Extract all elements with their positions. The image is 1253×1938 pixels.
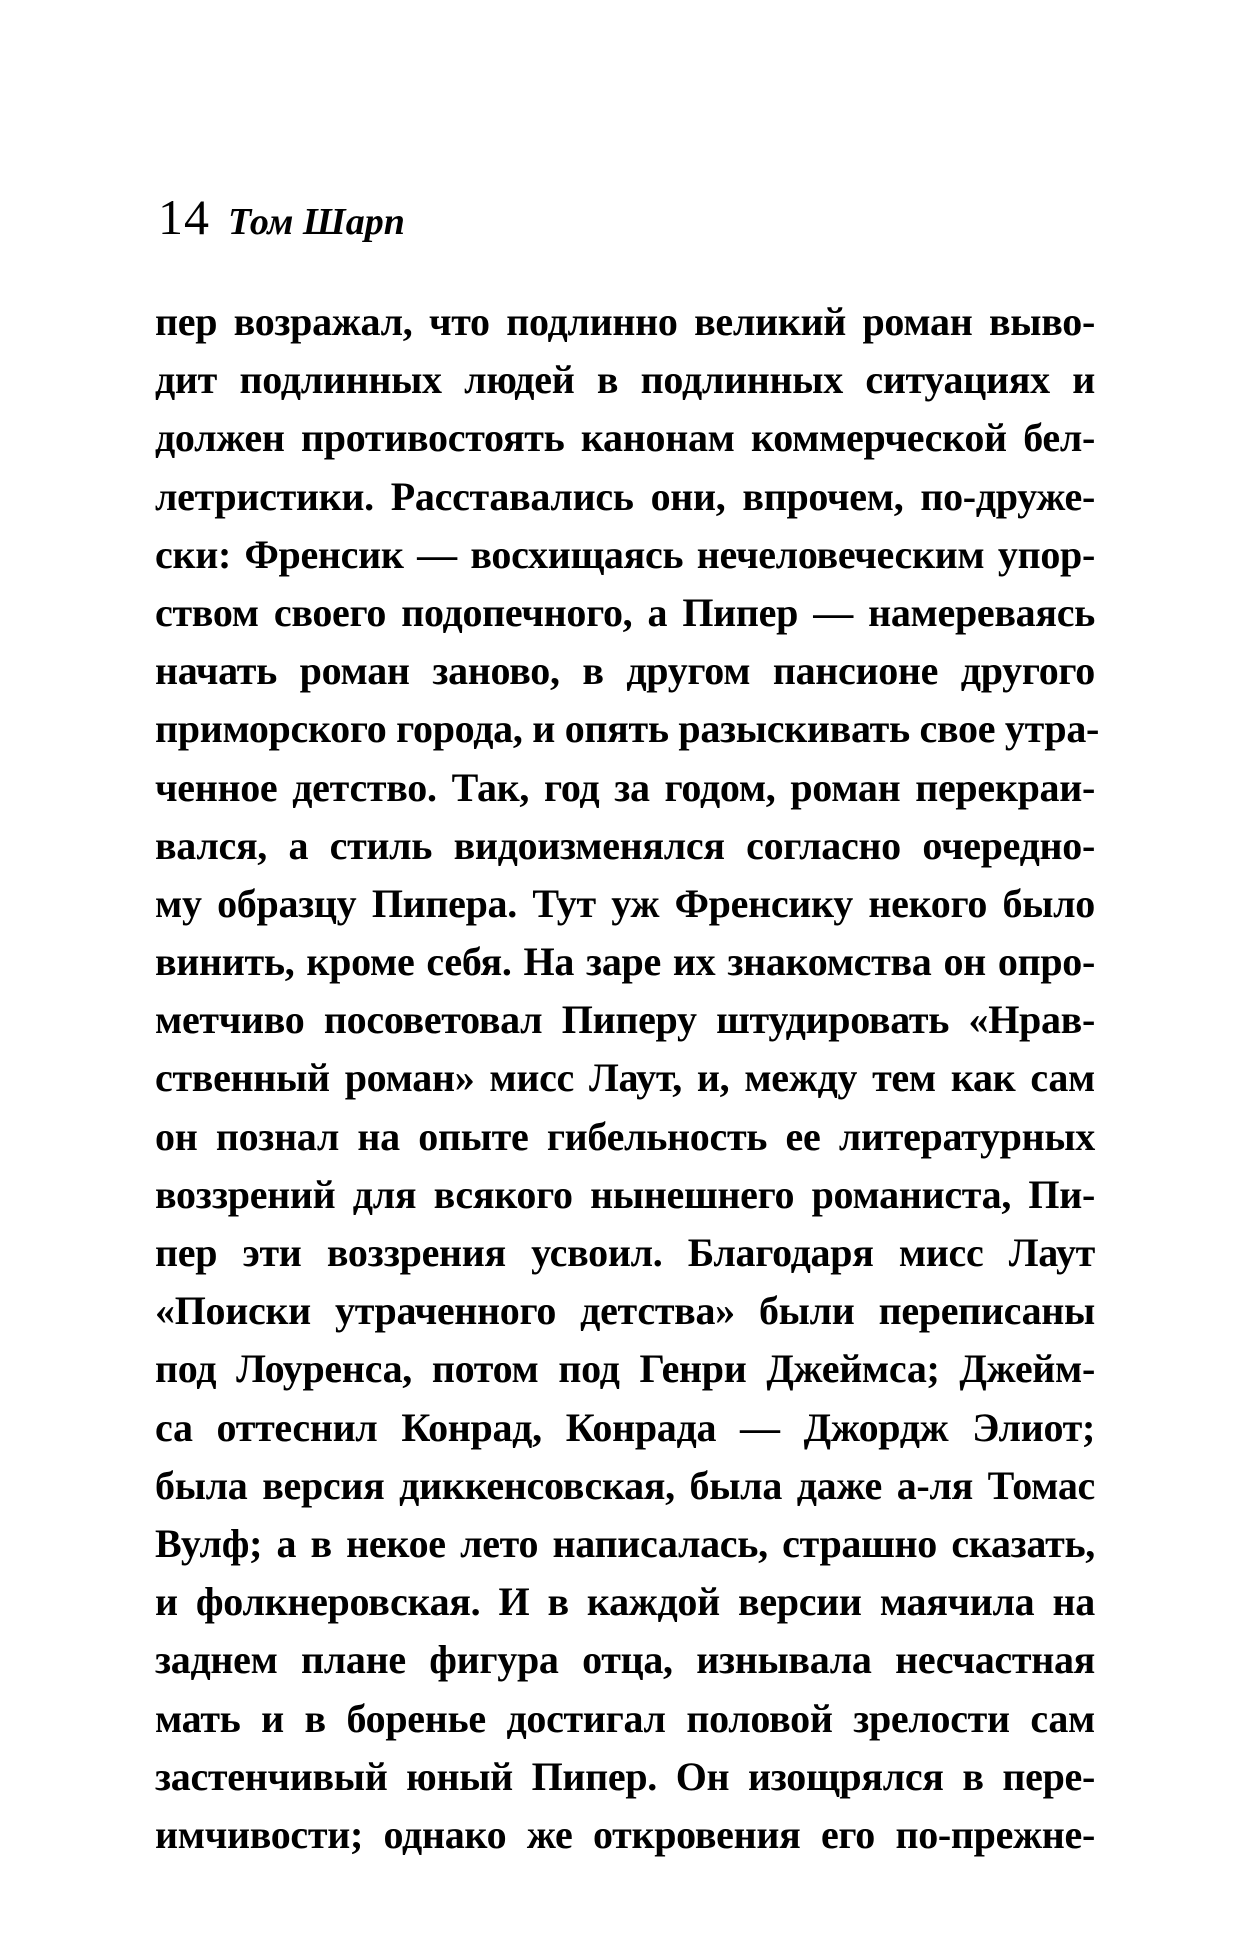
text-line: «Поиски утраченного детства» были переписаны xyxy=(155,1288,1095,1334)
text-line: винить, кроме себя. На заре их знакомства он опро- xyxy=(155,939,1095,985)
text-line: Вулф; а в некое лето написалась, страшно сказать, xyxy=(155,1520,1095,1566)
text-line: он познал на опыте гибельность ее литературных xyxy=(155,1113,1095,1159)
body-text xyxy=(155,293,1100,1864)
text-line: летристики. Расставались они, впрочем, по-друже- xyxy=(155,473,1095,519)
text-line: му образцу Пипера. Тут уж Френсику некого было xyxy=(155,880,1095,926)
text-line: воззрений для всякого нынешнего романиста, Пи- xyxy=(155,1171,1095,1217)
text-line: под Лоуренса, потом под Генри Джеймса; Джейм- xyxy=(155,1346,1095,1392)
text-line: ченное детство. Так, год за годом, роман перекраи- xyxy=(155,764,1095,810)
page-number: 14 xyxy=(158,189,210,245)
text-line: должен противостоять канонам коммерческой бел- xyxy=(155,415,1095,461)
text-line: ственный роман» мисс Лаут, и, между тем как сам xyxy=(155,1055,1095,1101)
text-line: застенчивый юный Пипер. Он изощрялся в пере- xyxy=(155,1753,1095,1799)
text-line: заднем плане фигура отца, изнывала несчастная xyxy=(155,1637,1095,1683)
text-line: са оттеснил Конрад, Конрада — Джордж Элиот; xyxy=(155,1404,1095,1450)
text-line: пер возражал, что подлинно великий роман выво- xyxy=(155,299,1095,344)
page-header xyxy=(158,189,405,252)
text-line: ством своего подопечного, а Пипер — намереваясь xyxy=(155,589,1095,635)
text-line: метчиво посоветовал Пиперу штудировать «Нрав- xyxy=(155,997,1095,1043)
text-line: и фолкнеровская. И в каждой версии маячила на xyxy=(155,1579,1095,1625)
text-line: начать роман заново, в другом пансионе другого xyxy=(155,648,1095,694)
text-line: была версия диккенсовская, была даже а-ля Томас xyxy=(155,1462,1095,1508)
text-line: дит подлинных людей в подлинных ситуациях и xyxy=(155,357,1095,403)
text-line: пер эти воззрения усвоил. Благодаря мисс Лаут xyxy=(155,1230,1095,1275)
text-line: вался, а стиль видоизменялся согласно очередно- xyxy=(155,822,1095,868)
text-line: ски: Френсик — восхищаясь нечеловеческим упор- xyxy=(155,531,1095,577)
running-head-author: Том Шарп xyxy=(228,201,405,243)
text-line: имчивости; однако же откровения его по-прежне- xyxy=(155,1811,1095,1857)
text-line: мать и в боренье достигал половой зрелости сам xyxy=(155,1695,1095,1741)
text-line: приморского города, и опять разыскивать свое утра- xyxy=(155,706,1100,752)
